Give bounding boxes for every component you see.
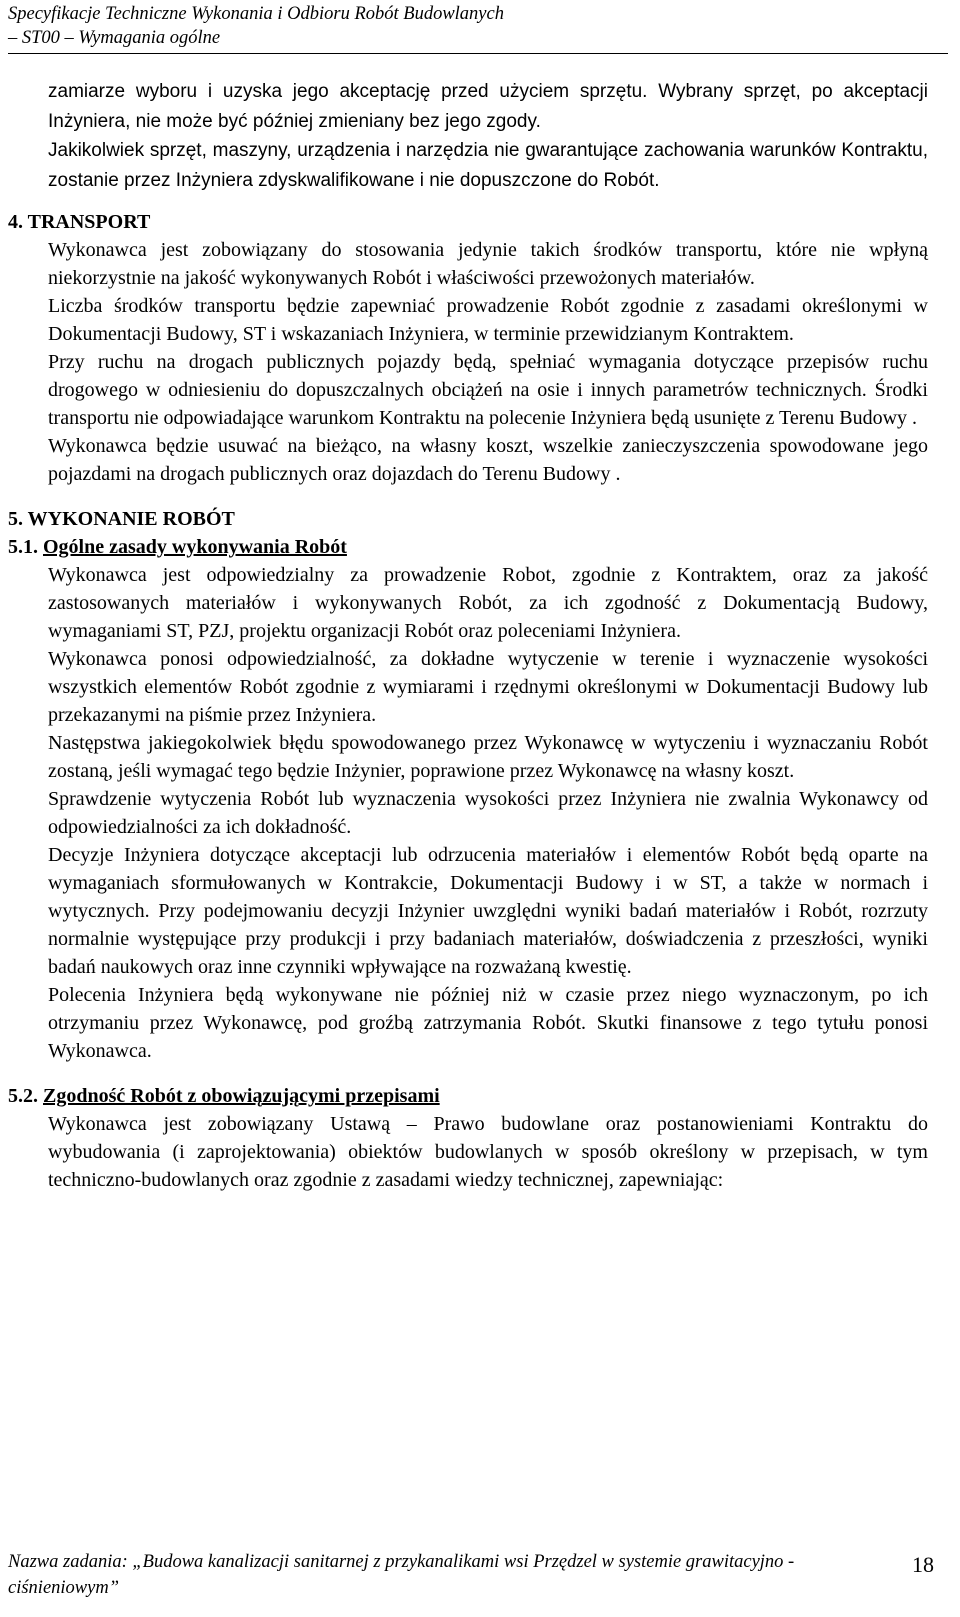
page-header xyxy=(8,2,948,50)
wykonanie-paragraph-7: Wykonawca jest zobowiązany Ustawą – Prawo budowlane oraz postanowieniami Kontraktu do wybudowania (i zaprojektowania) obiektów budowlanych w sposób określony w przepisach, w tym techniczno-budowlanych oraz zgodnie z zasadami wiedzy technicznej, zapewniając: xyxy=(48,1113,928,1191)
wykonanie-paragraph-5: Decyzje Inżyniera dotyczące akceptacji lub odrzucenia materiałów i elementów Robót będą oparte na wymaganiach sformułowanych w Kontrakcie, Dokumentacji Budowy i w ST, a także w normach i wytycznych. Przy podejmowaniu decyzji Inżynier uwzględni wyniki badań materiałów i Robót, rozrzuty normalnie występujące przy produkcji i przy badaniach materiałów, doświadczenia z przeszłości, wyniki badań naukowych oraz inne czynniki wpływające na rozważaną kwestię. xyxy=(48,844,928,978)
section-heading-transport: 4. TRANSPORT xyxy=(8,211,151,233)
subsection-title: Zgodność Robót z obowiązującymi przepisami xyxy=(43,1085,440,1107)
transport-paragraph-4: Wykonawca będzie usuwać na bieżąco, na własny koszt, wszelkie zanieczyszczenia spowodowane jego pojazdami na drogach publicznych oraz dojazdach do Terenu Budowy . xyxy=(48,435,928,485)
page-footer xyxy=(8,1549,948,1601)
page-number: 18 xyxy=(912,1552,934,1577)
transport-paragraph-3: Przy ruchu na drogach publicznych pojazdy będą, spełniać wymagania dotyczące przepisów ruchu drogowego w odniesieniu do dopuszczalnych obciążeń na osie i innych parametrów technicznych. Środki transportu nie odpowiadające warunkom Kontraktu na polecenie Inżyniera będą usunięte z Terenu Budowy . xyxy=(48,351,928,429)
transport-paragraph-2: Liczba środków transportu będzie zapewniać prowadzenie Robót zgodnie z zasadami określonymi w Dokumentacji Budowy, ST i wskazaniach Inżyniera, w terminie przewidzianym Kontraktem. xyxy=(48,295,928,345)
intro-paragraph-1: zamiarze wyboru i uzyska jego akceptację przed użyciem sprzętu. Wybrany sprzęt, po akceptacji Inżyniera, nie może być później zmieniany bez jego zgody. xyxy=(48,81,928,132)
header-title: Specyfikacje Techniczne Wykonania i Odbioru Robót Budowlanych xyxy=(8,4,504,24)
wykonanie-paragraph-3: Następstwa jakiegokolwiek błędu spowodowanego przez Wykonawcę w wytyczeniu i wyznaczaniu Robót zostaną, jeśli wymagać tego będzie Inżynier, poprawione przez Wykonawcę na własny koszt. xyxy=(48,732,928,782)
page-body xyxy=(8,77,928,1194)
wykonanie-paragraph-2: Wykonawca ponosi odpowiedzialność, za dokładne wytyczenie w terenie i wyznaczenie wysokości wszystkich elementów Robót zgodnie z wymiarami i rzędnymi określonymi w Dokumentacji Budowy lub przekazanymi na piśmie przez Inżyniera. xyxy=(48,648,928,726)
wykonanie-paragraph-4: Sprawdzenie wytyczenia Robót lub wyznaczenia wysokości przez Inżyniera nie zwalnia Wykonawcy od odpowiedzialności za ich dokładność. xyxy=(48,788,928,838)
subsection-title: Ogólne zasady wykonywania Robót xyxy=(43,536,347,558)
spacer xyxy=(48,488,928,505)
wykonanie-paragraph-1: Wykonawca jest odpowiedzialny za prowadzenie Robot, zgodnie z Kontraktem, oraz za jakość zastosowanych materiałów i wykonywanych Robót, za ich zgodność z Dokumentacją Budowy, wymaganiami ST, PZJ, projektu organizacji Robót oraz poleceniami Inżyniera. xyxy=(48,564,928,642)
subsection-heading-5-2 xyxy=(8,1082,928,1110)
subsection-heading-5-1 xyxy=(8,533,928,561)
spacer xyxy=(48,1065,928,1082)
header-subtitle: – ST00 – Wymagania ogólne xyxy=(8,28,221,48)
subsection-number: 5.1. xyxy=(8,536,38,558)
wykonanie-paragraph-6: Polecenia Inżyniera będą wykonywane nie później niż w czasie przez niego wyznaczonym, po ich otrzymaniu przez Wykonawcę, pod groźbą zatrzymania Robót. Skutki finansowe z tego tytułu ponosi Wykonawca. xyxy=(48,984,928,1062)
spacer xyxy=(48,195,928,208)
section-heading-wykonanie: 5. WYKONANIE ROBÓT xyxy=(8,508,235,530)
header-rule xyxy=(8,53,948,54)
transport-paragraph-1: Wykonawca jest zobowiązany do stosowania jedynie takich środków transportu, które nie wpłyną niekorzystnie na jakość wykonywanych Robót i właściwości przewożonych materiałów. xyxy=(48,239,928,289)
subsection-number: 5.2. xyxy=(8,1085,38,1107)
intro-paragraph-2: Jakikolwiek sprzęt, maszyny, urządzenia i narzędzia nie gwarantujące zachowania warunków Kontraktu, zostanie przez Inżyniera zdyskwalifikowane i nie dopuszczone do Robót. xyxy=(48,140,928,191)
footer-task-name: Nazwa zadania: „Budowa kanalizacji sanitarnej z przykanalikami wsi Przędzel w systemie grawitacyjno - ciśnieniowym” xyxy=(8,1552,795,1598)
